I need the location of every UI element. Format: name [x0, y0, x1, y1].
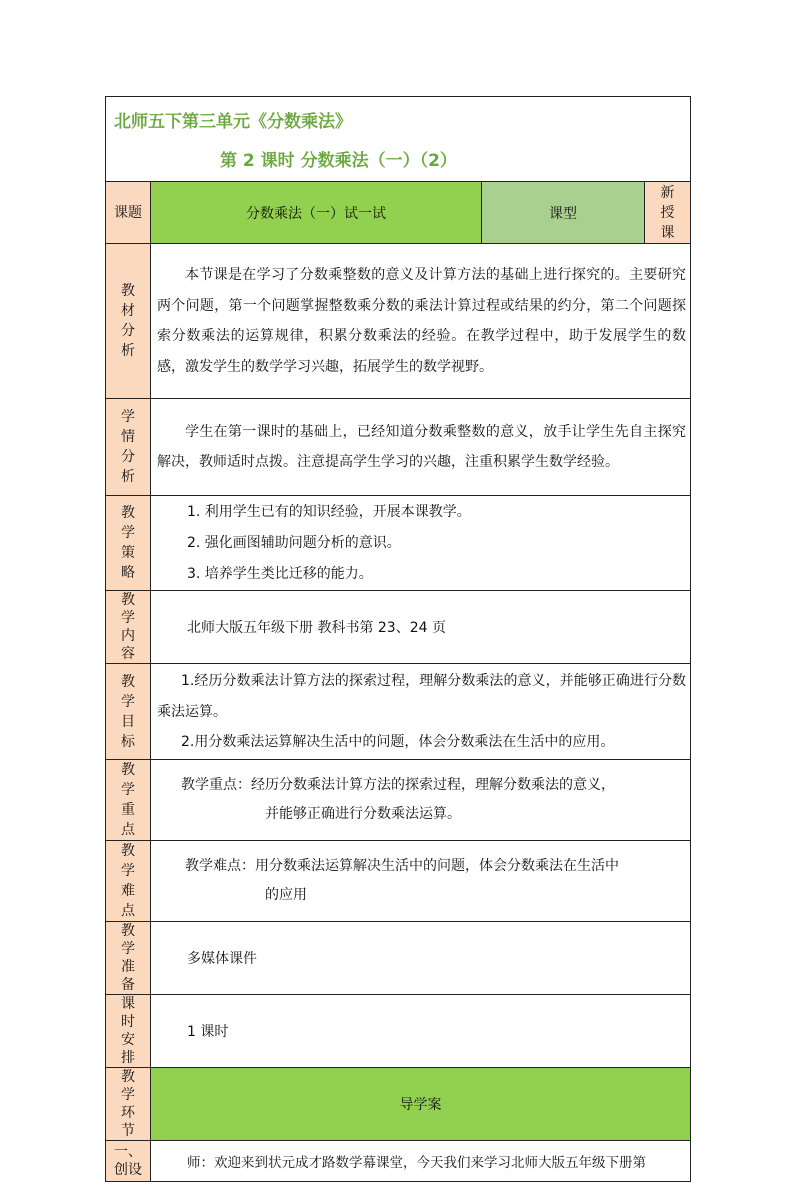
- lesson-type-value: 新授课: [645, 182, 691, 244]
- prep-text: 多媒体课件: [151, 922, 691, 995]
- material-text: 本节课是在学习了分数乘整数的意义及计算方法的基础上进行探究的。主要研究两个问题，第一个问题掌握整数乘分数的乘法计算过程或结果的约分，第二个问题探索分数乘法的运算规律，积累分数乘法的经验。在教学过程中，助于发展学生的数感，激发学生的数学学习兴趣，拓展学生的数学视野。: [151, 244, 691, 399]
- difficulty-line-1: 教学难点：用分数乘法运算解决生活中的问题，体会分数乘法在生活中: [185, 858, 619, 874]
- difficulty-label: 教学难点: [106, 841, 151, 922]
- lesson-plan-table: [105, 96, 691, 1182]
- lesson-type-label: 课型: [482, 182, 645, 244]
- content-row: [106, 591, 691, 664]
- topic-row: [106, 182, 691, 244]
- content-text: 北师大版五年级下册 教科书第 23、24 页: [151, 591, 691, 664]
- strategy-row: [106, 496, 691, 591]
- stage-row: [106, 1068, 691, 1141]
- strategy-item: 1. 利用学生已有的知识经验，开展本课教学。: [187, 503, 471, 520]
- lesson-plan: [105, 96, 690, 1182]
- goals-label: 教学目标: [106, 664, 151, 760]
- difficulty-row: [106, 841, 691, 922]
- unit-title: 北师五下第三单元《分数乘法》: [114, 112, 352, 132]
- students-label: 学情分析: [106, 399, 151, 496]
- material-row: [106, 244, 691, 399]
- schedule-label: 课时安排: [106, 995, 151, 1068]
- create-row: [106, 1141, 691, 1182]
- goal-1: 1.经历分数乘法计算方法的探索过程，理解分数乘法的意义，并能够正确进行分数乘法运算。: [157, 673, 687, 720]
- lesson-title: 第 2 课时 分数乘法（一）（2）: [220, 151, 457, 171]
- students-row: [106, 399, 691, 496]
- strategy-label: 教学策略: [106, 496, 151, 591]
- strategy-item: 3. 培养学生类比迁移的能力。: [187, 565, 373, 582]
- schedule-text: 1 课时: [151, 995, 691, 1068]
- key-row: [106, 760, 691, 841]
- key-label: 教学重点: [106, 760, 151, 841]
- prep-row: [106, 922, 691, 995]
- topic-value: 分数乘法（一）试一试: [151, 182, 482, 244]
- create-text: 师：欢迎来到状元成才路数学幕课堂，今天我们来学习北师大版五年级下册第: [151, 1141, 691, 1182]
- strategy-item: 2. 强化画图辅助问题分析的意识。: [187, 534, 401, 551]
- material-label: 教材分析: [106, 244, 151, 399]
- students-text: 学生在第一课时的基础上，已经知道分数乘整数的意义，放手让学生先自主探究解决，教师适时点拨。注意提高学生学习的兴趣，注重积累学生数学经验。: [151, 399, 691, 496]
- difficulty-line-2: 的应用: [265, 887, 307, 903]
- schedule-row: [106, 995, 691, 1068]
- key-line-1: 教学重点：经历分数乘法计算方法的探索过程，理解分数乘法的意义，: [181, 777, 615, 793]
- key-line-2: 并能够正确进行分数乘法运算。: [265, 806, 461, 822]
- topic-label: 课题: [106, 182, 151, 244]
- title-row: [106, 97, 691, 182]
- goal-2: 2.用分数乘法运算解决生活中的问题，体会分数乘法在生活中的应用。: [181, 734, 615, 750]
- goals-row: [106, 664, 691, 760]
- stage-text: 导学案: [151, 1068, 691, 1141]
- stage-label: 教学环节: [106, 1068, 151, 1141]
- content-label: 教学内容: [106, 591, 151, 664]
- prep-label: 教学准备: [106, 922, 151, 995]
- create-label: 一、创设: [106, 1141, 151, 1182]
